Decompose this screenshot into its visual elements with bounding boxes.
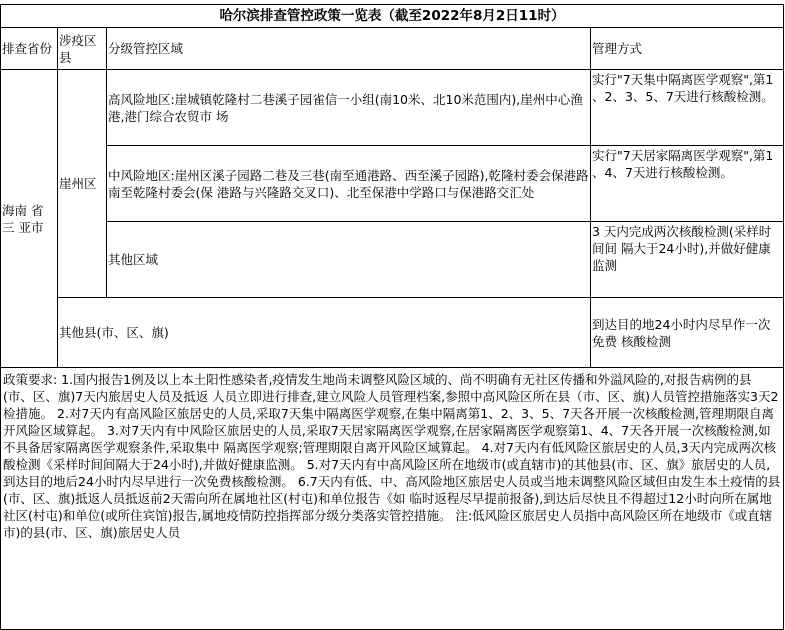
other-county-label: 其他县(市、区、旗) [58,298,591,368]
method-medium-risk: 实行"7天居家隔离医学观察",第1 、4、7天进行核酸检测。 [591,146,784,222]
table-title: 哈尔滨排查管控政策一览表（截至2022年8月2日11时） [1,5,784,28]
method-other: 3 天内完成两次核酸检测(采样时间间 隔大于24小时),并做好健康监测 [591,222,784,298]
header-county: 涉疫区县 [58,28,107,70]
area-high-risk: 高风险地区:崖城镇乾隆村二巷溪子园雀信一小组(南10米、北10米范围内),崖州中心渔港,港门综合农贸市 场 [107,70,591,146]
header-method: 管理方式 [591,28,784,70]
policy-table [0,4,784,630]
area-medium-risk: 中风险地区:崖州区溪子园路二巷及三巷(南至通港路、西至溪子园路),乾隆村委会保港路南至乾隆村委会(保 港路与兴隆路交叉口)、北至保港中学路口与保港路交汇处 [107,146,591,222]
method-high-risk: 实行"7天集中隔离医学观察",第1 、2、3、5、7天进行核酸检测。 [591,70,784,146]
header-area: 分级管控区域 [107,28,591,70]
county-cell: 崖州区 [58,70,107,298]
policy-requirements: 政策要求: 1.国内报告1例及以上本土阳性感染者,疫情发生地尚未调整风险区域的、尚不明确有无社区传播和外溢风险的,对报告病例的县(市、区、旗)7天内旅居史人员及抵返 人员立即进行排查,建立风险人员管理档案,参照中高风险区所在县（市、区、旗)人员管控措施落实3天2检措施。 2.对7天内有高风险区旅居史的人员,采取7天集中隔离医学观察,在集中隔离第1、2、3、5、7天各开展一次核酸检测,管理期限自离开风险区域算起。 3.对7天内有中风险区旅居史的人员,采取7天居家隔离医学观察,在居家隔离医学观察第1、4、7天各开展一次核酸检测,如不具备居家隔离医学观察条件,采取集中 隔离医学观察;管理期限自离开风险区域算起。 4.对7天内有低风险区旅居史的人员,3天内完成两次核酸检测《采样时间间隔大于24小时),并做好健康监测。 5.对7天内有中高风险区所在地级市(或直辖市)的其他县(市、区、旗》旅居史的人员,到达目的地后24小时内尽早进行一次免费核酸检测。 6.7天内有低、中、高风险地区旅居史人员或当地未调整风险区域但由发生本土疫情的县(市、区、旗)抵返人员抵返前2天需向所在属地社区(村屯)和单位报告《如 临时返程尽早提前报备),到达后尽快且不得超过12小时向所在属地社区(村屯)和单位(或所住宾馆)报告,属地疫情防控指挥部分级分类落实管控措施。 注:低风险区旅居史人员指中高风险区所在地级市《或直辖市)的县(市、区、旗)旅居史人员 [1,368,784,630]
area-other: 其他区域 [107,222,591,298]
province-cell: 海南 省 三 亚市 [1,70,58,368]
other-county-method: 到达目的地24小时内尽早作一次免费 核酸检测 [591,298,784,368]
header-province: 排查省份 [1,28,58,70]
